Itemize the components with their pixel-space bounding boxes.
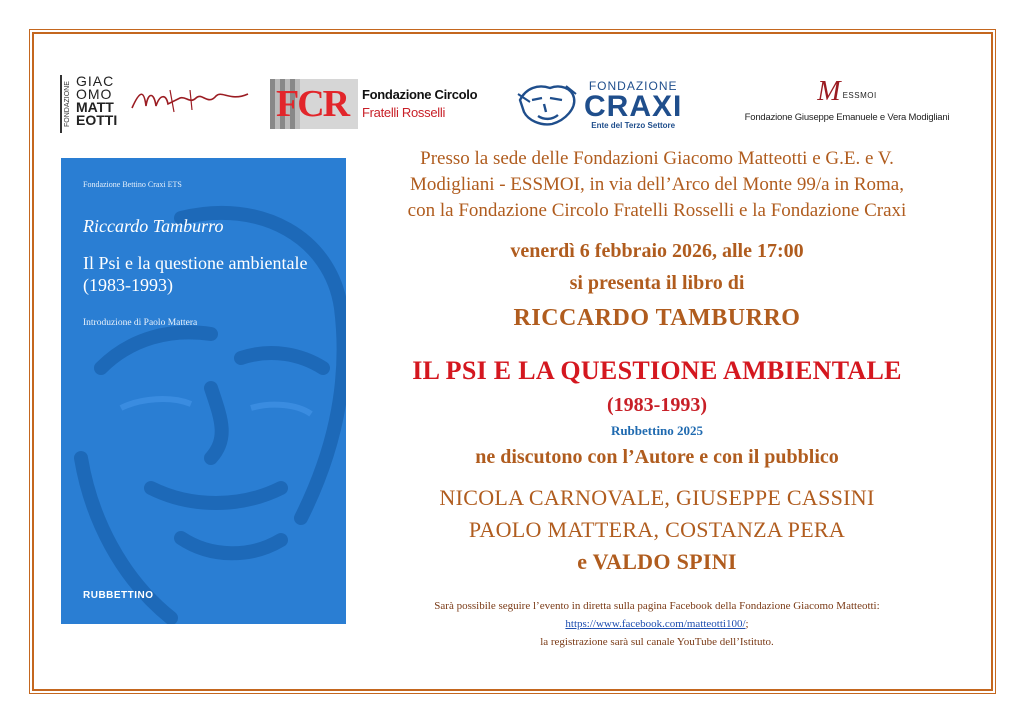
book-publisher-top: Fondazione Bettino Craxi ETS <box>83 180 182 189</box>
rosselli-label-1: Fondazione Circolo <box>362 87 478 102</box>
rosselli-label-2: Fratelli Rosselli <box>362 105 446 120</box>
essmoi-name: ESSMOI <box>842 91 877 100</box>
matteotti-word-1: GIAC <box>76 73 115 89</box>
logo-fondazione-essmoi <box>738 76 956 132</box>
event-author: RICCARDO TAMBURRO <box>513 305 801 331</box>
notes-link-suffix: ; <box>745 618 749 630</box>
notes-line-3: la registrazione sarà sul canale YouTube dell’Istituto. <box>540 636 774 648</box>
event-intro-line-1: Presso la sede delle Fondazioni Giacomo Matteotti e G.E. e V. <box>420 148 894 169</box>
event-presents: si presenta il libro di <box>569 272 745 294</box>
speakers-line-1: NICOLA CARNOVALE, GIUSEPPE CASSINI <box>439 485 875 510</box>
book-brand: RUBBETTINO <box>83 590 154 601</box>
matteotti-wordmark <box>76 75 117 127</box>
speakers-line-3: e VALDO SPINI <box>577 549 737 574</box>
book-cover <box>61 158 346 624</box>
logo-fondazione-craxi <box>516 76 702 132</box>
book-author: Riccardo Tamburro <box>83 216 224 236</box>
craxi-label-1: FONDAZIONE <box>588 78 678 93</box>
event-notes <box>350 597 964 651</box>
logo-fondazione-rosselli <box>270 78 480 130</box>
event-date: venerdì 6 febbraio 2026, alle 17:00 <box>510 240 804 262</box>
event-intro <box>350 146 964 224</box>
essmoi-mark <box>817 76 876 106</box>
facebook-link[interactable]: https://www.facebook.com/matteotti100/ <box>565 618 746 630</box>
matteotti-word-2: OMO <box>76 86 113 102</box>
portrait-sketch-icon <box>516 80 578 128</box>
logo-fondazione-matteotti <box>60 74 250 134</box>
craxi-label-3: Ente del Terzo Settore <box>591 120 676 130</box>
fcr-letters: FCR <box>276 83 349 125</box>
craxi-label-2: CRAXI <box>584 89 683 123</box>
speakers-line-2: PAOLO MATTERA, COSTANZA PERA <box>468 517 846 542</box>
matteotti-vertical-label: FONDAZIONE <box>64 81 71 127</box>
notes-line-2 <box>350 615 964 633</box>
event-discussion: ne discutono con l’Autore e con il pubblico <box>475 446 839 468</box>
event-publisher: Rubbettino 2025 <box>610 423 704 438</box>
event-book-years: (1983-1993) <box>607 394 707 416</box>
notes-line-1: Sarà possibile seguire l’evento in diretta sulla pagina Facebook della Fondazione Giacomo Matteotti: <box>434 600 880 612</box>
event-intro-line-3: con la Fondazione Circolo Fratelli Rosselli e la Fondazione Craxi <box>407 200 907 221</box>
book-title-line-1: Il Psi e la questione ambientale <box>83 253 308 273</box>
book-title <box>83 252 333 296</box>
event-book-title: IL PSI E LA QUESTIONE AMBIENTALE <box>412 356 902 385</box>
event-speakers <box>350 482 964 578</box>
matteotti-word-3: MATT <box>76 99 114 115</box>
essmoi-label: Fondazione Giuseppe Emanuele e Vera Modigliani <box>744 112 950 123</box>
essmoi-letter: M <box>817 76 841 107</box>
book-intro: Introduzione di Paolo Mattera <box>83 318 198 328</box>
craxi-labels <box>584 79 682 130</box>
book-title-line-2: (1983-1993) <box>83 275 173 295</box>
signature-icon <box>130 84 250 120</box>
fcr-mark <box>270 79 358 129</box>
matteotti-mark <box>60 75 128 133</box>
event-intro-line-2: Modigliani - ESSMOI, in via dell’Arco del Monte 99/a in Roma, <box>410 174 904 195</box>
rosselli-labels <box>362 86 477 122</box>
matteotti-word-4: EOTTI <box>76 112 118 128</box>
